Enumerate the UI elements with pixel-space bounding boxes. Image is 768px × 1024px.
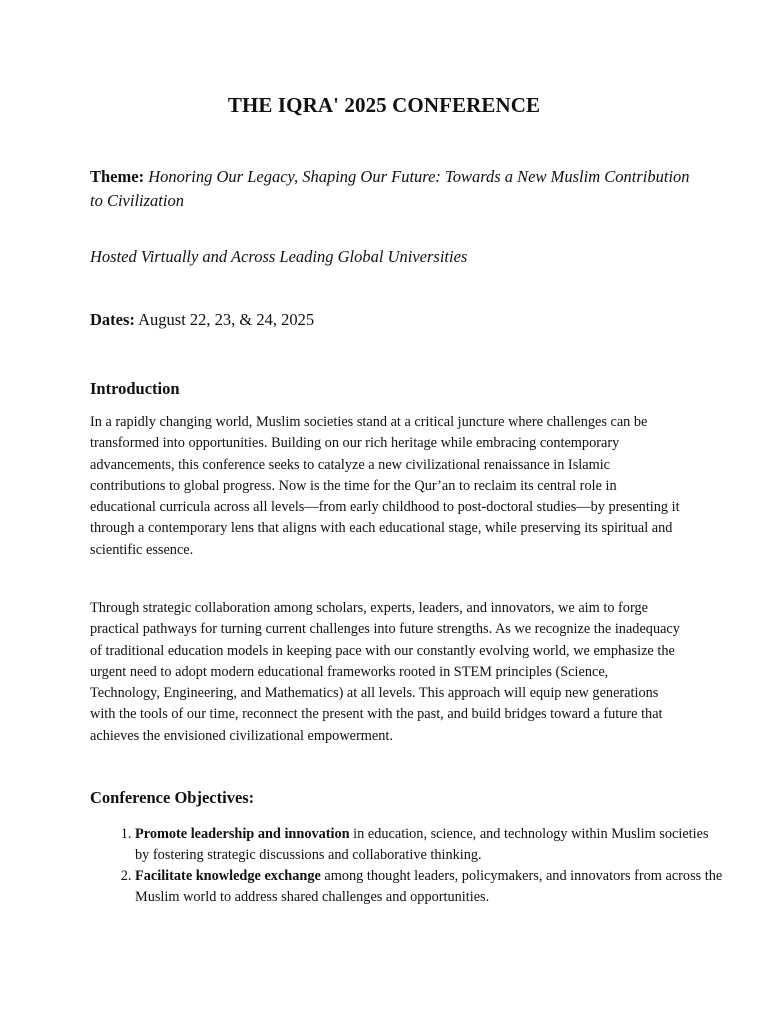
objectives-list	[90, 824, 725, 908]
objective-1-bold: Promote leadership and innovation	[135, 826, 350, 842]
objective-2-bold: Facilitate knowledge exchange	[135, 868, 321, 884]
dates-value: August 22, 23, & 24, 2025	[138, 310, 315, 329]
objective-2-text: among thought leaders, policymakers, and innovators from across the Muslim world to address shared challenges and opportunities.	[135, 868, 723, 905]
objective-1-text: in education, science, and technology within Muslim societies by fostering strategic discussions and collaborative thinking.	[135, 826, 709, 863]
theme-label: Theme:	[90, 167, 145, 186]
introduction-paragraph-2: Through strategic collaboration among scholars, experts, leaders, and innovators, we aim to forge practical pathways for turning current challenges into future strengths. As we recognize the inadequacy of traditional education models in keeping pace with our constantly evolving world, we emphasize the urgent need to adopt modern educational frameworks rooted in STEM principles (Science, Technology, Engineering, and Mathematics) at all levels. This approach will equip new generations with the tools of our time, reconnect the present with the past, and build bridges toward a future that achieves the envisioned civilizational empowerment.	[90, 600, 680, 744]
theme-value: Honoring Our Legacy, Shaping Our Future: Towards a New Muslim Contribution to Civilization	[90, 167, 690, 210]
objective-item-2	[135, 866, 725, 908]
theme-line	[90, 165, 690, 213]
hosted-line: Hosted Virtually and Across Leading Global Universities	[90, 247, 468, 266]
dates-line	[90, 308, 690, 332]
dates-label: Dates:	[90, 310, 135, 329]
objective-item-1	[135, 824, 725, 866]
introduction-heading: Introduction	[90, 379, 180, 398]
objectives-heading: Conference Objectives:	[90, 788, 255, 807]
introduction-paragraph-1: In a rapidly changing world, Muslim societies stand at a critical juncture where challenges can be transformed into opportunities. Building on our rich heritage while embracing contemporary advancements, this conference seeks to catalyze a new civilizational renaissance in Islamic contributions to global progress. Now is the time for the Qur’an to reclaim its central role in educational curricula across all levels—from early childhood to post-doctoral studies—by presenting it through a contemporary lens that aligns with each educational stage, while preserving its spiritual and scientific essence.	[90, 414, 680, 558]
conference-title: THE IQRA' 2025 CONFERENCE	[227, 93, 541, 117]
